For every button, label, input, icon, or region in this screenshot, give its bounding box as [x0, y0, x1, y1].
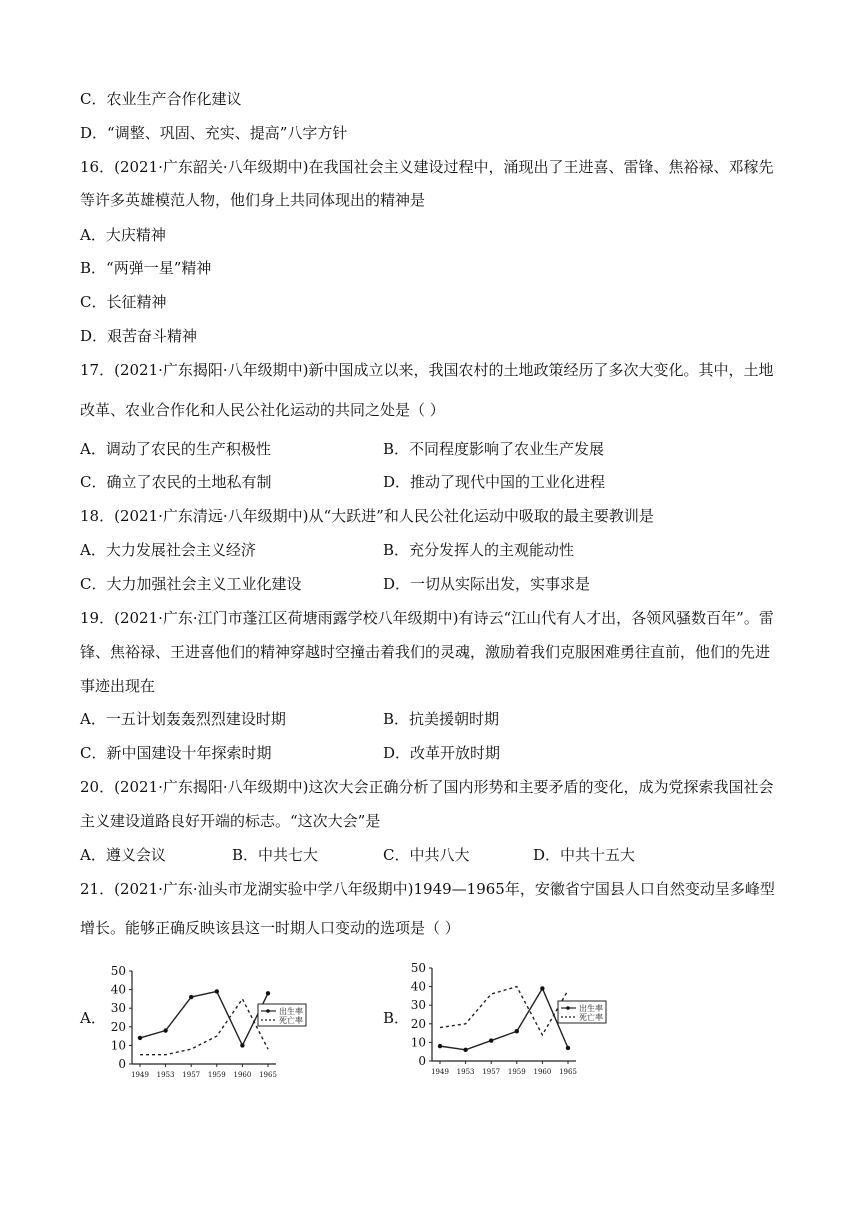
data-point — [438, 1044, 442, 1048]
q18-option-c: C．大力加强社会主义工业化建设 — [80, 575, 302, 593]
legend-label: 死亡率 — [579, 1013, 603, 1022]
y-tick-label: 40 — [110, 982, 126, 997]
legend-marker — [266, 1009, 270, 1013]
q16-option-d: D．艰苦奋斗精神 — [80, 327, 198, 345]
q18-option-d: D．一切从实际出发，实事求是 — [383, 575, 591, 593]
data-point — [566, 1046, 570, 1050]
question-19-line-2: 锋、焦裕禄、王进喜他们的精神穿越时空撞击着我们的灵魂，激励着我们克服困难勇往直前，他们的先进 — [80, 643, 771, 661]
q20-option-c: C．中共八大 — [383, 846, 470, 864]
data-point — [489, 1038, 493, 1042]
x-tick-label: 1953 — [156, 1071, 175, 1079]
legend-label: 出生率 — [579, 1004, 603, 1013]
q17-option-a: A．调动了农民的生产积极性 — [80, 440, 271, 458]
q16-option-a: A．大庆精神 — [80, 226, 166, 244]
y-tick-label: 50 — [110, 964, 126, 978]
question-21-line-2: 增长。能够正确反映该县这一时期人口变动的选项是（ ） — [80, 919, 460, 937]
birth-rate-line — [440, 988, 568, 1049]
data-point — [215, 989, 219, 993]
q16-option-c: C．长征精神 — [80, 293, 167, 311]
q17-option-d: D．推动了现代中国的工业化进程 — [383, 473, 606, 491]
q19-option-c: C．新中国建设十年探索时期 — [80, 744, 272, 762]
data-point — [266, 991, 270, 995]
q18-option-a: A．大力发展社会主义经济 — [80, 541, 256, 559]
question-19-line-1: 19．(2021·广东·江门市蓬江区荷塘雨露学校八年级期中)有诗云“江山代有人才出，各领风骚数百年”。雷 — [80, 609, 774, 627]
x-tick-label: 1959 — [207, 1071, 226, 1079]
q19-option-d: D．改革开放时期 — [383, 744, 501, 762]
question-16-line-1: 16．(2021·广东韶关·八年级期中)在我国社会主义建设过程中，涌现出了王进喜、雷锋、焦裕禄、邓稼先 — [80, 158, 774, 176]
question-17-line-1: 17．(2021·广东揭阳·八年级期中)新中国成立以来，我国农村的土地政策经历了多次大变化。其中，土地 — [80, 361, 774, 379]
q20-option-a: A．遵义会议 — [80, 846, 166, 864]
data-point — [463, 1048, 467, 1052]
question-17-line-2: 改革、农业合作化和人民公社化运动的共同之处是（ ） — [80, 401, 445, 419]
death-rate-line — [140, 999, 268, 1055]
q17-option-b: B．不同程度影响了农业生产发展 — [383, 440, 605, 458]
legend-label: 出生率 — [279, 1007, 303, 1016]
question-20-line-2: 主义建设道路良好开端的标志。“这次大会”是 — [80, 812, 381, 830]
y-tick-label: 20 — [110, 1019, 126, 1034]
chart-option-a — [108, 962, 318, 1080]
y-tick-label: 10 — [110, 1038, 126, 1053]
question-21-line-1: 21．(2021·广东·汕头市龙湖实验中学八年级期中)1949—1965年，安徽省宁国县人口自然变动呈多峰型 — [80, 880, 775, 898]
q21-option-b-label: B． — [383, 1009, 410, 1027]
y-tick-label: 20 — [410, 1016, 426, 1031]
question-18: 18．(2021·广东清远·八年级期中)从“大跃进”和人民公社化运动中吸取的最主要教训是 — [80, 507, 654, 525]
x-tick-label: 1959 — [507, 1068, 526, 1076]
data-point — [189, 995, 193, 999]
y-tick-label: 30 — [410, 998, 426, 1013]
y-tick-label: 10 — [410, 1035, 426, 1050]
x-tick-label: 1965 — [559, 1068, 577, 1076]
data-point — [515, 1029, 519, 1033]
q19-option-a: A．一五计划轰轰烈烈建设时期 — [80, 710, 286, 728]
x-tick-label: 1960 — [533, 1068, 552, 1076]
data-point — [240, 1043, 244, 1047]
data-point — [540, 986, 544, 990]
birth-rate-line — [140, 991, 268, 1045]
question-16-line-2: 等许多英雄模范人物，他们身上共同体现出的精神是 — [80, 191, 426, 209]
x-tick-label: 1949 — [131, 1071, 149, 1079]
x-tick-label: 1949 — [431, 1068, 449, 1076]
option-c-prev: C．农业生产合作化建议 — [80, 90, 242, 108]
data-point — [163, 1028, 167, 1032]
q17-option-c: C．确立了农民的土地私有制 — [80, 473, 272, 491]
y-tick-label: 50 — [410, 961, 426, 975]
q16-option-b: B．“两弹一星”精神 — [80, 259, 212, 277]
data-point — [138, 1036, 142, 1040]
x-tick-label: 1960 — [233, 1071, 252, 1079]
x-tick-label: 1957 — [182, 1071, 201, 1079]
y-tick-label: 0 — [418, 1054, 426, 1068]
legend-label: 死亡率 — [279, 1016, 303, 1025]
x-tick-label: 1953 — [456, 1068, 475, 1076]
death-rate-line — [440, 987, 568, 1035]
legend-marker — [566, 1006, 570, 1010]
question-19-line-3: 事迹出现在 — [80, 677, 156, 695]
chart-option-b — [408, 959, 618, 1077]
y-tick-label: 0 — [118, 1057, 126, 1071]
q20-option-b: B．中共七大 — [232, 846, 319, 864]
q21-option-a-label: A． — [80, 1009, 106, 1027]
question-20-line-1: 20．(2021·广东揭阳·八年级期中)这次大会正确分析了国内形势和主要矛盾的变化，成为党探索我国社会 — [80, 778, 774, 796]
y-tick-label: 40 — [410, 979, 426, 994]
y-tick-label: 30 — [110, 1001, 126, 1016]
x-tick-label: 1957 — [482, 1068, 501, 1076]
x-tick-label: 1965 — [259, 1071, 277, 1079]
q18-option-b: B．充分发挥人的主观能动性 — [383, 541, 575, 559]
q20-option-d: D．中共十五大 — [533, 846, 636, 864]
q19-option-b: B．抗美援朝时期 — [383, 710, 500, 728]
option-d-prev: D．“调整、巩固、充实、提高”八字方针 — [80, 124, 348, 142]
